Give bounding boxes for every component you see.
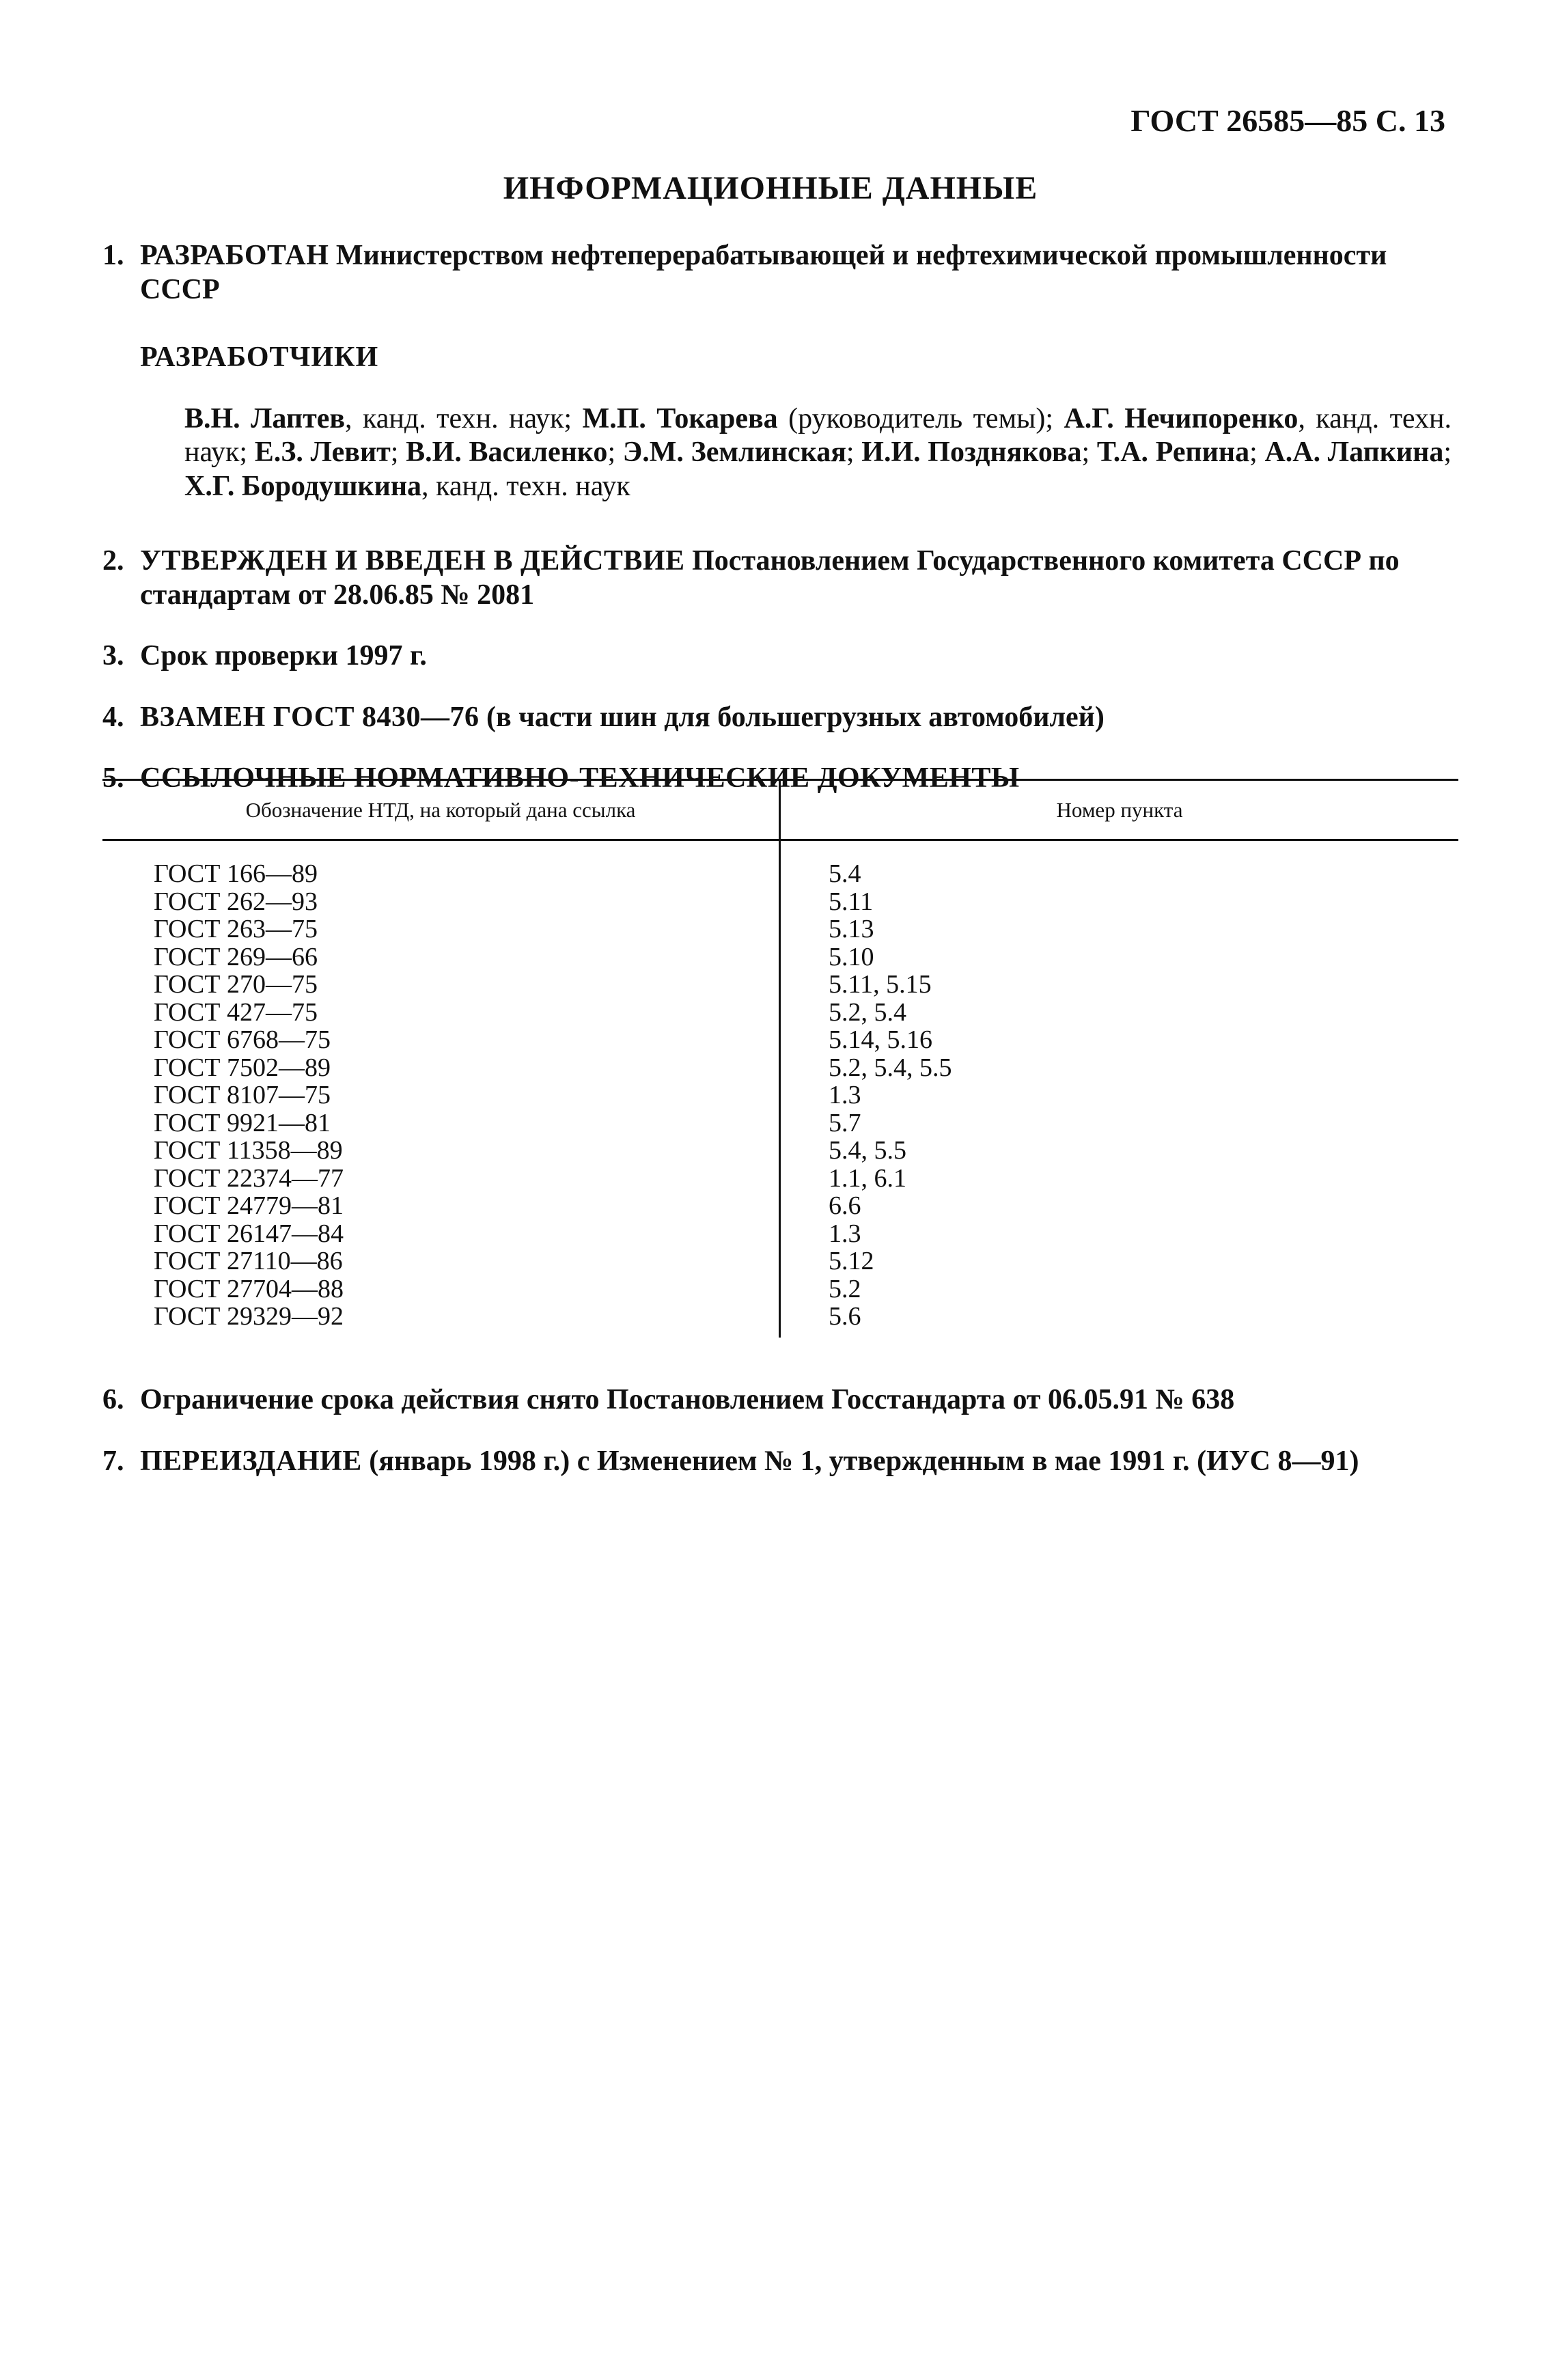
column-header-designation: Обозначение НТД, на который дана ссылка bbox=[102, 780, 780, 840]
developer-note: ; bbox=[1249, 437, 1265, 469]
item-text: Министерством нефтеперерабатывающей и нефтехимической промышленности СССР bbox=[140, 240, 1387, 305]
table-cell: ГОСТ 26147—84 bbox=[154, 1219, 344, 1248]
table-cell: 5.11, 5.15 bbox=[829, 970, 932, 999]
developer-name: М.П. Токарева bbox=[582, 402, 778, 434]
developer-note: ; bbox=[1081, 437, 1097, 469]
developer-name: В.И. Василенко bbox=[406, 437, 608, 469]
list-item-4 bbox=[102, 701, 1452, 735]
developer-note: , канд. техн. наук; bbox=[184, 402, 1452, 469]
table-cell: 5.13 bbox=[829, 915, 874, 944]
table-cell: ГОСТ 427—75 bbox=[154, 997, 318, 1027]
table-cell: ГОСТ 6768—75 bbox=[154, 1025, 331, 1055]
developer-name: Э.М. Землинская bbox=[622, 437, 846, 469]
table-cell: ГОСТ 269—66 bbox=[154, 942, 318, 971]
item-text: (в части шин для большегрузных автомобилей) bbox=[486, 701, 1105, 733]
table-cell: 1.3 bbox=[829, 1219, 861, 1248]
table-cell: ГОСТ 166—89 bbox=[154, 859, 318, 889]
developer-note: , канд. техн. наук; bbox=[345, 402, 583, 434]
table-cell: 1.1, 6.1 bbox=[829, 1163, 906, 1193]
item-lead: РАЗРАБОТАН bbox=[140, 240, 329, 271]
table-cell: 5.6 bbox=[829, 1302, 861, 1331]
table-cell: ГОСТ 27110—86 bbox=[154, 1247, 343, 1276]
item-lead: УТВЕРЖДЕН И ВВЕДЕН В ДЕЙСТВИЕ bbox=[140, 545, 685, 577]
table-cell: ГОСТ 262—93 bbox=[154, 887, 318, 916]
item-body bbox=[140, 1445, 1458, 1479]
table-cell: 5.14, 5.16 bbox=[829, 1025, 932, 1055]
item-text: Срок проверки 1997 г. bbox=[140, 640, 427, 672]
item-body bbox=[140, 544, 1452, 612]
item-body bbox=[140, 701, 1452, 735]
developer-note: (руководитель темы); bbox=[777, 402, 1064, 434]
info-list-continued bbox=[102, 1383, 1458, 1506]
developer-note: ; bbox=[1443, 437, 1452, 469]
item-text: Постановлением Государственного комитета СССР по стандартам от 28.06.85 № 2081 bbox=[140, 545, 1400, 611]
developer-name: В.Н. Лаптев bbox=[184, 402, 346, 434]
developer-name: А.А. Лапкина bbox=[1264, 437, 1444, 469]
item-text: ССЫЛОЧНЫЕ НОРМАТИВНО-ТЕХНИЧЕСКИЕ ДОКУМЕНТЫ bbox=[140, 762, 1020, 794]
item-number: 6. bbox=[102, 1384, 124, 1415]
table-cell: 5.2, 5.4 bbox=[829, 997, 906, 1027]
item-lead: ВЗАМЕН ГОСТ 8430—76 bbox=[140, 701, 480, 733]
table-cell: ГОСТ 270—75 bbox=[154, 970, 318, 999]
developer-note: ; bbox=[390, 437, 406, 469]
table-header-row bbox=[102, 780, 1458, 840]
references-table bbox=[102, 779, 1458, 1338]
table-cell: 5.4, 5.5 bbox=[829, 1136, 906, 1165]
item-body bbox=[140, 239, 1452, 307]
developer-name: А.Г. Нечипоренко bbox=[1064, 402, 1299, 434]
item-lead: ПЕРЕИЗДАНИЕ bbox=[140, 1445, 362, 1477]
table-cell: 6.6 bbox=[829, 1191, 861, 1221]
table-cell: ГОСТ 29329—92 bbox=[154, 1302, 344, 1331]
document-reference: ГОСТ 26585—85 С. 13 bbox=[1130, 103, 1445, 138]
table-cell: ГОСТ 8107—75 bbox=[154, 1081, 331, 1110]
table-cell: ГОСТ 22374—77 bbox=[154, 1163, 344, 1193]
table-cell: 5.12 bbox=[829, 1247, 874, 1276]
item-number: 2. bbox=[102, 545, 124, 577]
item-number: 5. bbox=[102, 762, 124, 794]
developer-name: И.И. Позднякова bbox=[861, 437, 1082, 469]
page-title: ИНФОРМАЦИОННЫЕ ДАННЫЕ bbox=[503, 170, 1038, 206]
table-cell: 5.2 bbox=[829, 1274, 861, 1303]
list-item-7 bbox=[102, 1445, 1458, 1479]
developer-note: , канд. техн. наук bbox=[421, 470, 630, 502]
item-number: 3. bbox=[102, 640, 124, 672]
table-body-row bbox=[102, 840, 1458, 1338]
table-cell: 1.3 bbox=[829, 1081, 861, 1110]
item-text: Ограничение срока действия снято Постановлением Госстандарта от 06.05.91 № 638 bbox=[140, 1384, 1235, 1415]
item-text: (январь 1998 г.) с Изменением № 1, утвержденным в мае 1991 г. (ИУС 8—91) bbox=[369, 1445, 1359, 1477]
developer-note: ; bbox=[846, 437, 862, 469]
column-header-clause: Номер пункта bbox=[780, 780, 1459, 840]
list-item-6 bbox=[102, 1383, 1458, 1417]
developers-heading: РАЗРАБОТЧИКИ bbox=[140, 342, 379, 374]
developer-note: ; bbox=[607, 437, 623, 469]
list-item-2 bbox=[102, 544, 1452, 612]
list-item-3 bbox=[102, 639, 1452, 674]
item-number: 4. bbox=[102, 701, 124, 733]
table-cell: ГОСТ 27704—88 bbox=[154, 1274, 344, 1303]
developer-name: Е.З. Левит bbox=[254, 437, 391, 469]
table-cell: ГОСТ 7502—89 bbox=[154, 1053, 331, 1082]
table-cell: ГОСТ 263—75 bbox=[154, 915, 318, 944]
clause-column bbox=[780, 840, 1459, 1338]
developer-name: Т.А. Репина bbox=[1096, 437, 1250, 469]
table-cell: ГОСТ 11358—89 bbox=[154, 1136, 343, 1165]
table-cell: 5.10 bbox=[829, 942, 874, 971]
table-cell: 5.4 bbox=[829, 859, 861, 889]
developer-name: Х.Г. Бородушкина bbox=[184, 470, 422, 502]
item-number: 1. bbox=[102, 240, 124, 271]
item-number: 7. bbox=[102, 1445, 124, 1477]
table-cell: ГОСТ 9921—81 bbox=[154, 1108, 331, 1137]
table-cell: 5.11 bbox=[829, 887, 874, 916]
table-cell: 5.7 bbox=[829, 1108, 861, 1137]
designation-column bbox=[102, 840, 780, 1338]
table-cell: 5.2, 5.4, 5.5 bbox=[829, 1053, 952, 1082]
developers-list bbox=[184, 402, 1452, 504]
list-item-1 bbox=[102, 239, 1452, 307]
table-cell: ГОСТ 24779—81 bbox=[154, 1191, 344, 1221]
info-list bbox=[102, 239, 1452, 823]
